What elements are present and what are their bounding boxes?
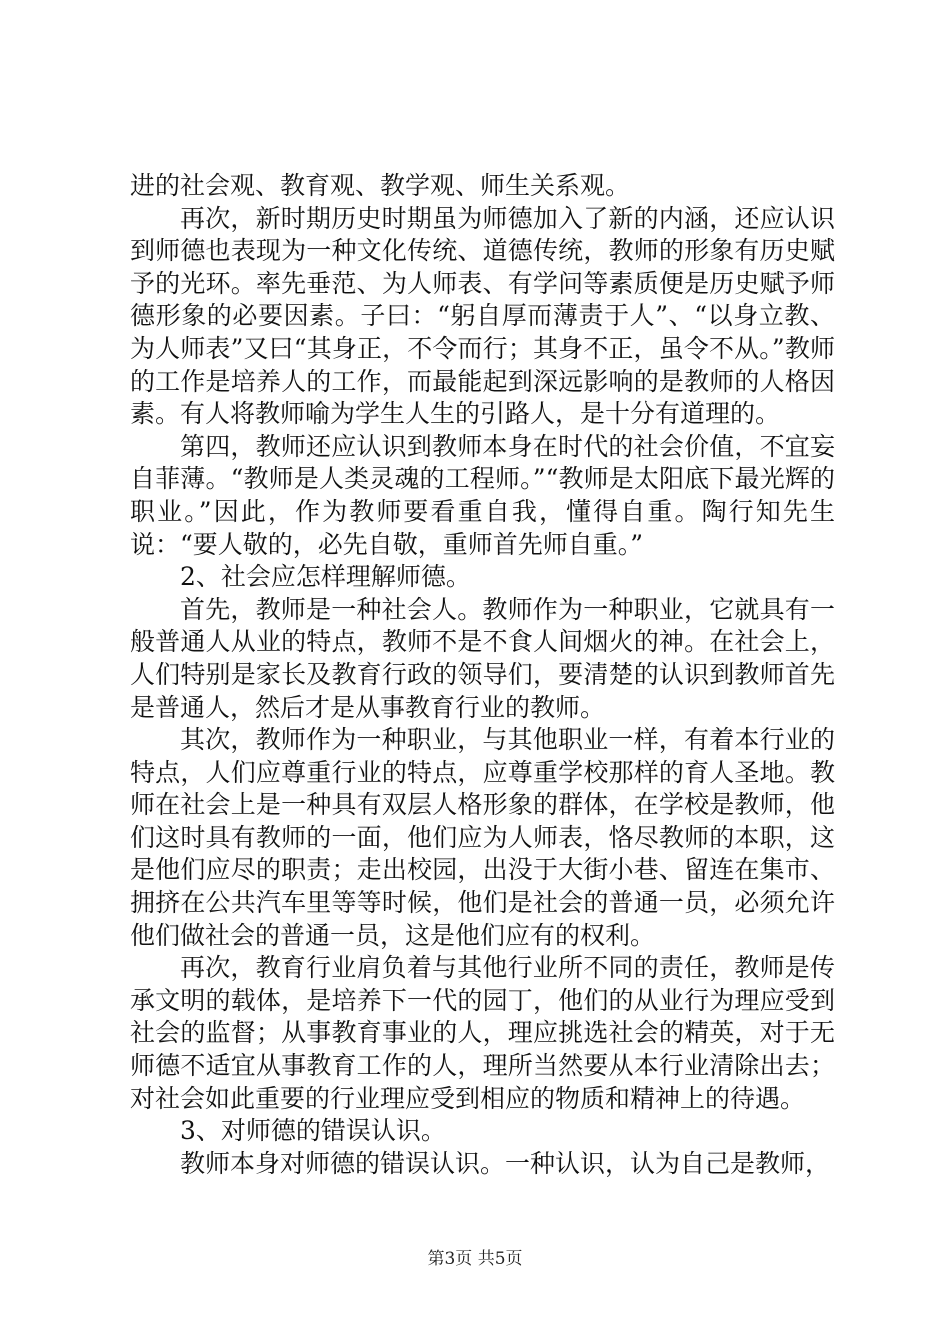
page-number: 第3页 共5页	[427, 1249, 523, 1269]
paragraph-7: 3、对师德的错误认识。	[180, 1116, 446, 1146]
paragraph-0: 进的社会观、教育观、教学观、师生关系观。	[130, 171, 631, 200]
paragraph-2: 第四，教师还应认识到教师本身在时代的社会价值，不宜妄自菲薄。“教师是人类灵魂的工程师。”“教师是太阳底下最光辉的职业。”因此，作为教师要看重自我，懂得自重。陶行知先生说：“要人敬的，必先自敬，重师首先师自重。”	[130, 431, 835, 559]
paragraph-5: 其次，教师作为一种职业，与其他职业一样，有着本行业的特点，人们应尊重行业的特点，应尊重学校那样的育人圣地。教师在社会上是一种具有双层人格形象的群体，在学校是教师，他们这时具有教师的一面，他们应为人师表，恪尽教师的本职，这是他们应尽的职责；走出校园，出没于大街小巷、留连在集市、拥挤在公共汽车里等等时候，他们是社会的普通一员，必须允许他们做社会的普通一员，这是他们应有的权利。	[130, 725, 835, 950]
paragraph-4: 首先，教师是一种社会人。教师作为一种职业，它就具有一般普通人从业的特点，教师不是不食人间烟火的神。在社会上，人们特别是家长及教育行政的领导们，要清楚的认识到教师首先是普通人，然后才是从事教育行业的教师。	[130, 594, 835, 722]
paragraph-8: 教师本身对师德的错误认识。一种认识，认为自己是教师，	[180, 1148, 831, 1178]
page-footer	[0, 1244, 950, 1269]
paragraph-6: 再次，教育行业肩负着与其他行业所不同的责任，教师是传承文明的载体，是培养下一代的园丁，他们的从业行为理应受到社会的监督；从事教育事业的人，理应挑选社会的精英，对于无师德不适宜从事教育工作的人，理所当然要从本行业清除出去；对社会如此重要的行业理应受到相应的物质和精神上的待遇。	[130, 953, 835, 1113]
document-body	[130, 170, 835, 1180]
paragraph-1: 再次，新时期历史时期虽为师德加入了新的内涵，还应认识到师德也表现为一种文化传统、道德传统，教师的形象有历史赋予的光环。率先垂范、为人师表、有学问等素质便是历史赋予师德形象的必要因素。子曰：“躬自厚而薄责于人”、“以身立教、为人师表”又曰“其身正，不令而行；其身不正，虽令不从。”教师的工作是培养人的工作，而最能起到深远影响的是教师的人格因素。有人将教师喻为学生人生的引路人，是十分有道理的。	[130, 203, 835, 429]
paragraph-3: 2、社会应怎样理解师德。	[180, 562, 471, 592]
